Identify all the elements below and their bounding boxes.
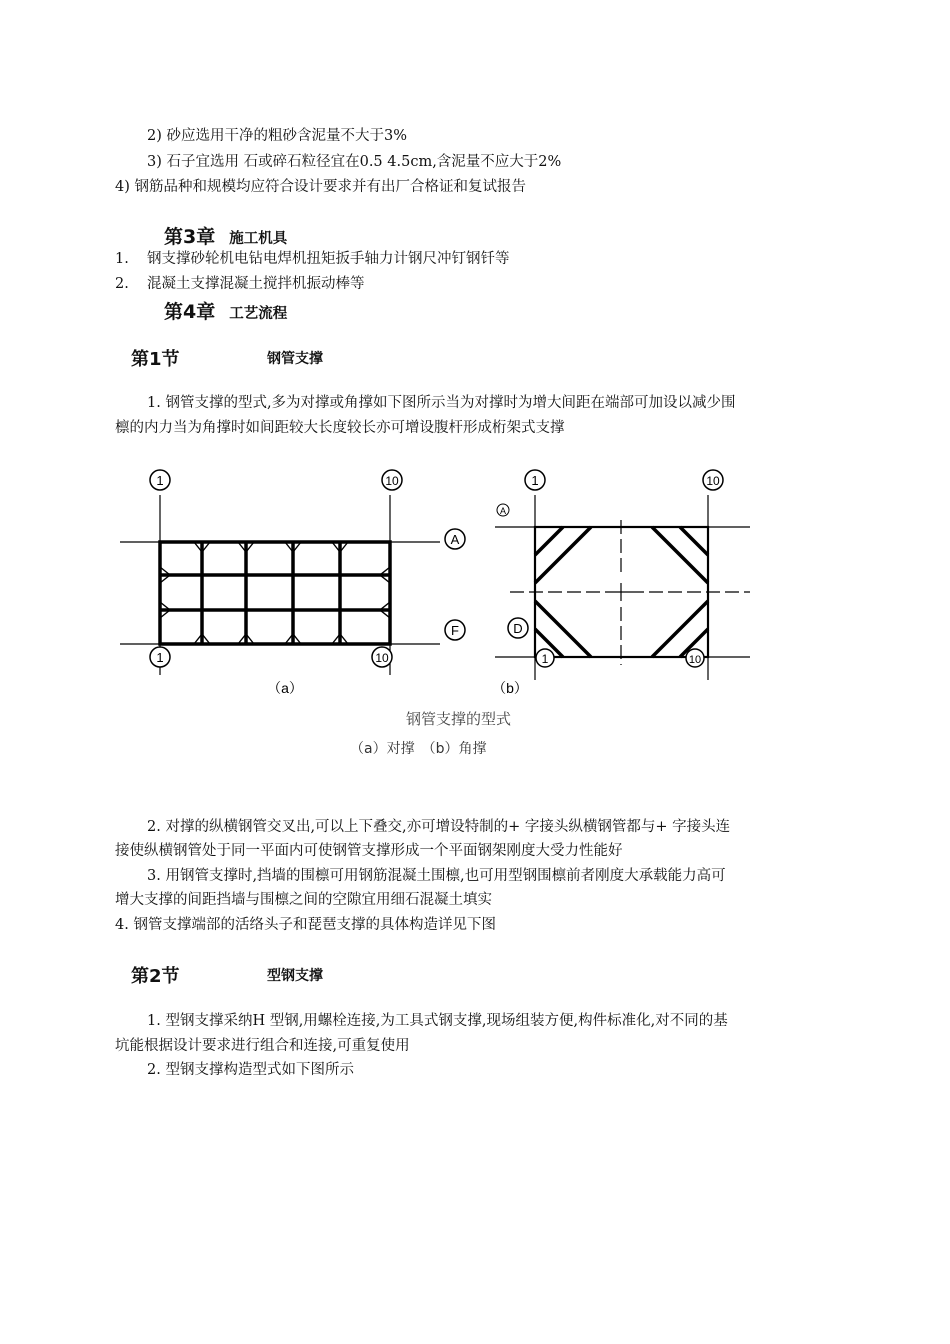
paragraph-line: 2. 对撑的纵横钢管交叉出,可以上下叠交,亦可增设特制的+ 字接头纵横钢管都与+ 字接头连 bbox=[147, 819, 731, 835]
axis-label: A bbox=[450, 532, 460, 547]
list-item-num: 1. bbox=[115, 251, 129, 267]
paragraph-line: 4. 钢管支撑端部的活络头子和琵琶支撑的具体构造详见下图 bbox=[115, 917, 496, 933]
axis-label: A bbox=[499, 506, 507, 516]
paragraph-line: 接使纵横钢管处于同一平面内可使钢管支撑形成一个平面钢架刚度大受力性能好 bbox=[115, 843, 623, 859]
axis-bubble-10-top bbox=[382, 470, 402, 490]
axis-bubble-1-bottom-b bbox=[536, 649, 554, 667]
axis-label: F bbox=[451, 623, 459, 638]
list-item-text: 钢支撑砂轮机电钻电焊机扭矩扳手轴力计钢尺冲钉钢钎等 bbox=[147, 251, 510, 267]
axis-bubble-10-bottom-b bbox=[686, 649, 704, 667]
paragraph-line: 增大支撑的间距挡墙与围檩之间的空隙宜用细石混凝土填实 bbox=[115, 892, 492, 908]
axis-label: 1 bbox=[156, 650, 164, 665]
paragraph-line: 坑能根据设计要求进行组合和连接,可重复使用 bbox=[115, 1038, 410, 1054]
paragraph-line: 檩的内力当为角撑时如间距较大长度较长亦可增设腹杆形成桁架式支撑 bbox=[115, 420, 565, 436]
chapter-4-number: 第4章 bbox=[164, 301, 216, 323]
list-item-num: 2. bbox=[115, 276, 129, 292]
axis-bubble-1-bottom bbox=[150, 647, 170, 667]
axis-bubble-1-top bbox=[150, 470, 170, 490]
axis-label: 1 bbox=[531, 473, 539, 488]
axis-bubble-D-b bbox=[508, 618, 528, 638]
chapter-3-title: 施工机具 bbox=[229, 231, 288, 247]
section-2-number: 第2节 bbox=[131, 966, 180, 987]
axis-label: 1 bbox=[541, 652, 549, 666]
diagram-a-label: （a） bbox=[267, 680, 303, 696]
axis-label: 10 bbox=[385, 474, 399, 488]
paragraph-line: 1. 型钢支撑采纳H 型钢,用螺栓连接,为工具式钢支撑,现场组装方便,构件标准化,对不同的基 bbox=[147, 1013, 728, 1029]
figure-caption: 钢管支撑的型式 bbox=[406, 710, 512, 728]
axis-bubble-A bbox=[445, 529, 465, 549]
section-2-title: 型钢支撑 bbox=[267, 968, 323, 984]
section-1-title: 钢管支撑 bbox=[267, 351, 323, 367]
paragraph-stone: 3) 石子宜选用 石或碎石粒径宜在0.5 4.5cm,含泥量不应大于2% bbox=[147, 154, 562, 170]
chapter-4-title: 工艺流程 bbox=[229, 306, 288, 322]
axis-label: 10 bbox=[375, 651, 389, 665]
paragraph-line: 1. 钢管支撑的型式,多为对撑或角撑如下图所示当为对撑时为增大间距在端部可加设以减少围 bbox=[147, 395, 736, 411]
section-1-heading bbox=[131, 345, 323, 371]
section-2-heading bbox=[131, 962, 323, 988]
diagram-b-label: （b） bbox=[492, 680, 528, 696]
axis-bubble-F bbox=[445, 620, 465, 640]
steel-pipe-support-diagram bbox=[110, 455, 770, 700]
axis-bubble-1-top-b bbox=[525, 470, 545, 490]
chapter-3-heading bbox=[164, 222, 287, 249]
axis-bubble-10-top-b bbox=[703, 470, 723, 490]
chapter-4-heading bbox=[164, 297, 287, 324]
axis-label: 10 bbox=[688, 654, 702, 666]
figure-subcaption: （a）对撑 （b）角撑 bbox=[350, 741, 487, 757]
paragraph-line: 3. 用钢管支撑时,挡墙的围檩可用钢筋混凝土围檩,也可用型钢围檩前者刚度大承载能力高可 bbox=[147, 868, 726, 884]
axis-label: 1 bbox=[156, 473, 164, 488]
axis-bubble-A-b bbox=[497, 504, 509, 516]
paragraph-line: 2. 型钢支撑构造型式如下图所示 bbox=[147, 1062, 354, 1078]
axis-label: D bbox=[513, 621, 523, 636]
chapter-3-number: 第3章 bbox=[164, 226, 216, 248]
section-1-number: 第1节 bbox=[131, 349, 180, 370]
diagram-b-corner-bracing bbox=[495, 495, 750, 680]
diagram-a-opposite-bracing bbox=[120, 495, 440, 675]
paragraph-sand: 2) 砂应选用干净的粗砂含泥量不大于3% bbox=[147, 128, 407, 144]
axis-bubble-10-bottom bbox=[372, 647, 392, 667]
axis-label: 10 bbox=[706, 474, 720, 488]
paragraph-rebar: 4) 钢筋品种和规模均应符合设计要求并有出厂合格证和复试报告 bbox=[115, 179, 526, 195]
list-item-text: 混凝土支撑混凝土搅拌机振动棒等 bbox=[147, 276, 365, 292]
